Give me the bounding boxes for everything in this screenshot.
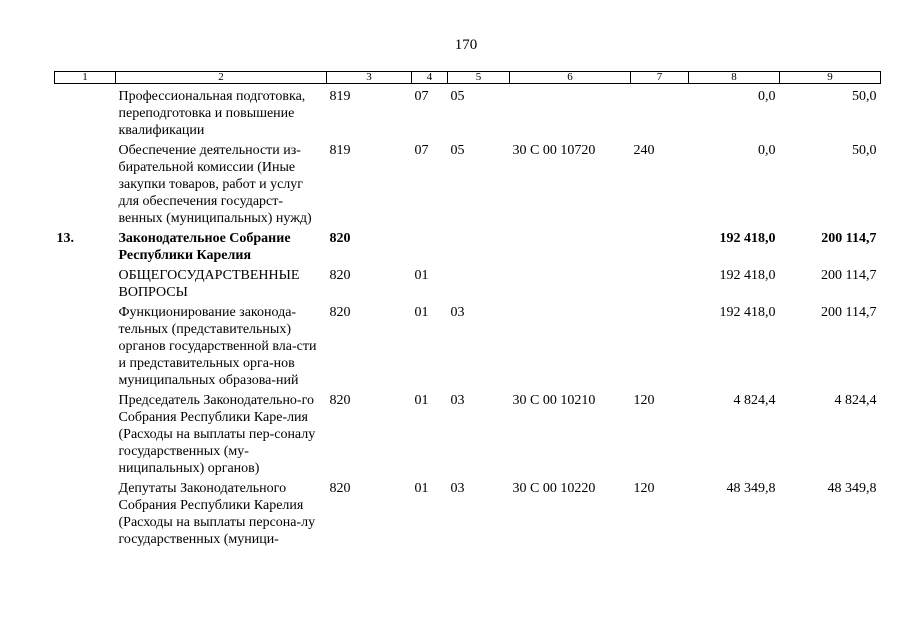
row-target-article: 30 С 00 10220	[512, 481, 596, 496]
row-amount-2: 200 114,7	[821, 268, 877, 283]
table-row	[55, 84, 881, 140]
row-expense-type	[631, 264, 689, 301]
row-expense-type: 120	[633, 393, 655, 408]
row-section: 07	[414, 89, 429, 104]
budget-table	[54, 71, 881, 548]
row-number	[55, 139, 116, 227]
row-section: 01	[414, 305, 429, 320]
row-name: Депутаты Законодательного Собрания Республики Карелия (Расходы на выплаты персона-лу государственных (муници-	[118, 481, 316, 547]
row-ministry-code: 820	[329, 268, 351, 283]
row-name: ОБЩЕГОСУДАРСТВЕННЫЕ ВОПРОСЫ	[118, 268, 300, 300]
row-amount-2: 200 114,7	[821, 231, 877, 246]
row-target-article	[510, 84, 631, 140]
row-expense-type: 120	[633, 481, 655, 496]
row-target-article: 30 С 00 10210	[512, 393, 596, 408]
row-name: Функционирование законода-тельных (представительных) органов государственной вла-сти и представительных орга-нов муниципальных образова-ний	[118, 305, 317, 388]
row-target-article: 30 С 00 10720	[512, 143, 596, 158]
row-amount-1: 192 418,0	[719, 305, 776, 320]
column-header: 8	[689, 72, 780, 84]
row-number	[55, 477, 116, 548]
row-amount-1: 192 418,0	[719, 231, 776, 246]
row-section: 01	[414, 393, 429, 408]
table-header-row	[55, 72, 881, 84]
row-name: Обеспечение деятельности из-бирательной комиссии (Иные закупки товаров, работ и услуг для обеспечения государст-венных (муниципальных) нужд)	[118, 143, 312, 226]
row-target-article	[510, 227, 631, 264]
table-row	[55, 227, 881, 264]
row-section: 07	[414, 143, 429, 158]
row-section: 01	[414, 481, 429, 496]
table-row	[55, 301, 881, 389]
row-subsection	[448, 264, 510, 301]
row-subsection: 03	[450, 393, 465, 408]
row-ministry-code: 819	[329, 143, 351, 158]
row-number	[55, 264, 116, 301]
table-row	[55, 139, 881, 227]
row-expense-type	[631, 301, 689, 389]
row-expense-type	[631, 84, 689, 140]
column-header: 1	[55, 72, 116, 84]
table-row	[55, 264, 881, 301]
column-header: 5	[448, 72, 510, 84]
row-amount-1: 48 349,8	[726, 481, 776, 496]
row-number	[55, 389, 116, 477]
column-header: 6	[510, 72, 631, 84]
column-header: 2	[116, 72, 327, 84]
row-subsection: 03	[450, 481, 465, 496]
row-amount-2: 4 824,4	[834, 393, 877, 408]
row-amount-1: 192 418,0	[719, 268, 776, 283]
row-number	[55, 84, 116, 140]
row-number	[55, 301, 116, 389]
row-subsection: 05	[450, 89, 465, 104]
row-amount-2: 50,0	[852, 143, 877, 158]
row-ministry-code: 820	[329, 305, 351, 320]
row-amount-1: 0,0	[758, 89, 776, 104]
row-target-article	[510, 264, 631, 301]
row-amount-2: 50,0	[852, 89, 877, 104]
row-amount-1: 0,0	[758, 143, 776, 158]
column-header: 3	[327, 72, 412, 84]
table-row	[55, 477, 881, 548]
row-amount-1: 4 824,4	[733, 393, 776, 408]
row-subsection: 05	[450, 143, 465, 158]
row-ministry-code: 820	[329, 231, 351, 246]
row-section	[412, 227, 448, 264]
row-amount-2: 48 349,8	[827, 481, 877, 496]
row-ministry-code: 819	[329, 89, 351, 104]
column-header: 7	[631, 72, 689, 84]
row-expense-type: 240	[633, 143, 655, 158]
column-header: 9	[780, 72, 881, 84]
row-subsection: 03	[450, 305, 465, 320]
row-subsection	[448, 227, 510, 264]
row-section: 01	[414, 268, 429, 283]
row-amount-2: 200 114,7	[821, 305, 877, 320]
row-name: Профессиональная подготовка, переподготовка и повышение квалификации	[118, 89, 306, 138]
row-expense-type	[631, 227, 689, 264]
row-name: Председатель Законодательно-го Собрания Республики Каре-лия (Расходы на выплаты пер-соналу государственных (му-ниципальных) органов)	[118, 393, 316, 476]
column-header: 4	[412, 72, 448, 84]
row-ministry-code: 820	[329, 481, 351, 496]
row-name: Законодательное Собрание Республики Карелия	[118, 231, 291, 263]
row-number: 13.	[56, 231, 74, 246]
row-target-article	[510, 301, 631, 389]
row-ministry-code: 820	[329, 393, 351, 408]
page-number: 170	[454, 37, 478, 53]
table-row	[55, 389, 881, 477]
